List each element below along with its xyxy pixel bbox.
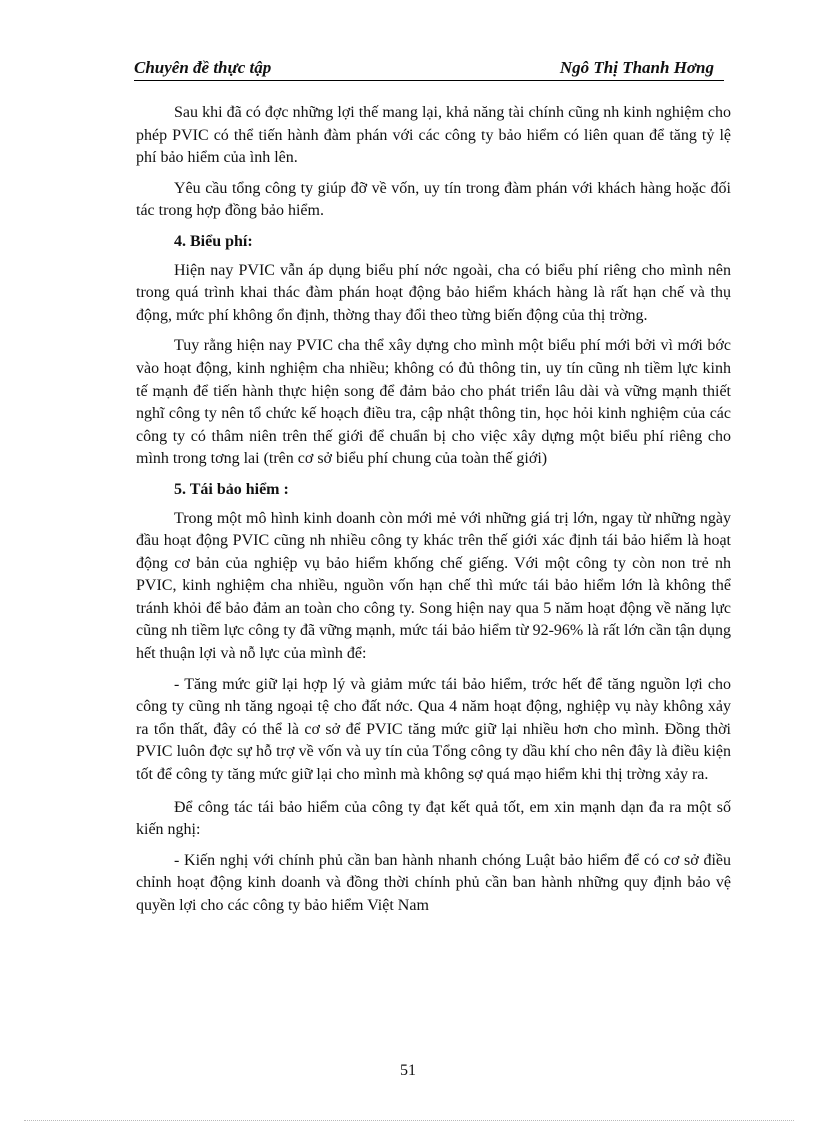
paragraph: Hiện nay PVIC vẫn áp dụng biểu phí nớc ngoài, cha có biểu phí riêng cho mình nên trong quá trình khai thác đàm phán hoạt động bảo hiểm khách hàng là rất hạn chế và thụ động, mức phí không ổn định, thờng thay đổi theo từng biến động của thị trờng. <box>136 261 731 324</box>
page-number: 51 <box>400 1062 416 1079</box>
header-document-title: Chuyên đề thực tập <box>134 58 272 77</box>
section-heading-5: 5. Tái bảo hiểm : <box>174 480 289 498</box>
page-header <box>134 56 724 81</box>
paragraph: Để công tác tái bảo hiểm của công ty đạt kết quả tốt, em xin mạnh dạn đa ra một số kiến nghị: <box>136 798 731 839</box>
bullet-paragraph: - Kiến nghị với chính phủ cần ban hành nhanh chóng Luật bảo hiểm để có cơ sở điều chỉnh hoạt động kinh doanh và đồng thời chính phủ cần ban hành những quy định bảo vệ quyền lợi cho các công ty bảo hiểm Việt Nam <box>136 851 731 914</box>
header-author-name: Ngô Thị Thanh Hơng <box>559 58 714 77</box>
paragraph: Tuy rằng hiện nay PVIC cha thể xây dựng cho mình một biểu phí mới bởi vì mới bớc vào hoạt động, kinh nghiệm cha nhiều; không có đủ thông tin, uy tín cũng nh tiềm lực kinh tế mạnh để tiến hành thực hiện song để đảm bảo cho phát triển lâu dài và vững mạnh thiết nghĩ công ty nên tổ chức kế hoạch điều tra, cập nhật thông tin, học hỏi kinh nghiệm của các công ty có thâm niên trên thế giới để chuẩn bị cho việc xây dựng một biểu phí riêng cho mình trong tơng lai (trên cơ sở biểu phí chung của toàn thế giới) <box>136 337 731 468</box>
page-bottom-divider <box>24 1120 794 1121</box>
paragraph: Sau khi đã có đợc những lợi thế mang lại, khả năng tài chính cũng nh kinh nghiệm cho phép PVIC có thể tiến hành đàm phán với các công ty bảo hiểm có liên quan để tăng tỷ lệ phí bảo hiểm của ình lên. <box>136 104 731 167</box>
page-body <box>136 102 731 928</box>
paragraph: Trong một mô hình kinh doanh còn mới mẻ với những giá trị lớn, ngay từ những ngày đầu hoạt động PVIC cũng nh nhiều công ty khác trên thế giới xác định tái bảo hiểm là hoạt động cơ bản của nghiệp vụ bảo hiểm khống chế giếng. Với một công ty còn non trẻ nh PVIC, kinh nghiệm cha nhiều, nguồn vốn hạn chế thì mức tái bảo hiểm lớn là không thể tránh khỏi để bảo đảm an toàn cho công ty. Song hiện nay qua 5 năm hoạt động về năng lực cũng nh tiềm lực công ty đã vững mạnh, mức tái bảo hiểm từ 92-96% là rất lớn cần tận dụng hết thuận lợi và nỗ lực của mình để: <box>136 509 731 663</box>
bullet-paragraph: - Tăng mức giữ lại hợp lý và giảm mức tái bảo hiểm, trớc hết để tăng nguồn lợi cho công ty cũng nh tăng ngoại tệ cho đất nớc. Qua 4 năm hoạt động, nghiệp vụ này không xảy ra tổn thất, đây có thể là cơ sở để PVIC tăng mức giữ lại nhiều hơn cho mình. Đồng thời PVIC luôn đợc sự hỗ trợ về vốn và uy tín của Tổng công ty dầu khí cho nên đây là điều kiện tốt để công ty tăng mức giữ lại cho mình mà không sợ quá mạo hiểm khi thị trờng xảy ra. <box>136 675 731 784</box>
section-heading-4: 4. Biểu phí: <box>174 232 253 250</box>
paragraph: Yêu cầu tổng công ty giúp đỡ về vốn, uy tín trong đàm phán với khách hàng hoặc đối tác trong hợp đồng bảo hiểm. <box>136 179 731 220</box>
